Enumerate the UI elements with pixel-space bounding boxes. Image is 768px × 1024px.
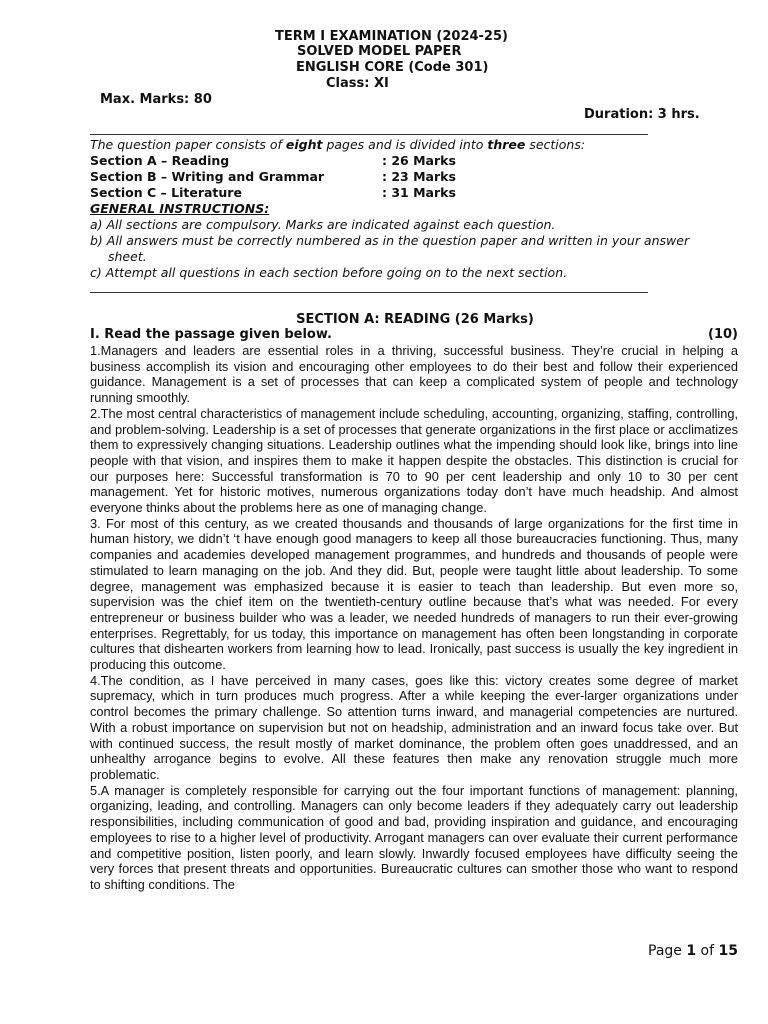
question-one-marks: (10) xyxy=(708,327,738,342)
instruction-c: c) Attempt all questions in each section before going on to the next section. xyxy=(90,265,568,280)
reading-passage xyxy=(90,343,738,893)
passage-paragraph-4: 4.The condition, as I have perceived in many cases, goes like this: victory creates some degree of market supremacy, which in turn produces much progress. After a while keeping the ever-larger organizations under control becomes the primary challenge. So attention turns inward, and managerial competencies are nurtured. With a robust importance on supervision but not on headship, administration and an inward focus take over. But with continued success, the result mostly of market dominance, the problem often goes unaddressed, and an unhealthy arrogance begins to evolve. All these features then make any renovation struggle much more problematic. xyxy=(90,672,738,782)
passage-paragraph-5: 5.A manager is completely responsible for carrying out the four important functions of management: planning, organizing, leading, and controlling. Managers can only become leaders if they adequately carry out leadership responsibilities, including communication of good and bad, providing inspiration and guidance, and encouraging employees to rise to a higher level of productivity. Arrogant managers can over evaluate their current performance and competitive position, listen poorly, and learn slowly. Inwardly focused employees have difficulty seeing the very forces that present threats and opportunities. Bureaucratic cultures can smother those who want to respond to shifting conditions. The xyxy=(90,782,738,892)
section-row-a: Section A – Reading : 26 Marks xyxy=(90,153,456,168)
instruction-a: a) All sections are compulsory. Marks are indicated against each question. xyxy=(90,217,556,232)
class-label: Class: XI xyxy=(326,76,389,91)
page-number: 1 xyxy=(686,943,697,959)
instruction-b-continued: sheet. xyxy=(108,249,147,264)
passage-paragraph-1: 1.Managers and leaders are essential roles in a thriving, successful business. They’re crucial in helping a business accomplish its vision and encouraging other employees to do their best and follow their experienced guidance. Management is a set of processes that can keep a complicated system of people and technology running smoothly. xyxy=(90,343,738,406)
page-footer: Page 1 of 15 xyxy=(648,943,738,959)
max-marks: Max. Marks: 80 xyxy=(100,92,212,107)
question-one-prompt: I. Read the passage given below. xyxy=(90,327,332,342)
passage-paragraph-2: 2.The most central characteristics of management include scheduling, accounting, organizing, staffing, controlling, and problem-solving. Leadership is a set of processes that generate organizations in the first place or acclimatizes them to expressively changing situations. Leadership outlines what the impending should look like, brings into line people with that vision, and inspires them to make it happen despite the obstacles. This distinction is crucial for our purposes here: Successful transformation is 70 to 90 per cent leadership and only 10 to 30 per cent management. Yet for historic motives, numerous organizations today don’t have much headship. And almost everyone thinks about the problems here as one of managing change. xyxy=(90,405,738,516)
duration: Duration: 3 hrs. xyxy=(584,107,700,122)
exam-title: TERM I EXAMINATION (2024-25) xyxy=(275,29,508,44)
paper-structure-note: The question paper consists of eight pages and is divided into three sections: xyxy=(90,137,586,152)
question-one-line xyxy=(90,327,738,342)
instruction-b: b) All answers must be correctly numbered as in the question paper and written in your answer xyxy=(90,233,690,248)
section-row-c: Section C – Literature : 31 Marks xyxy=(90,185,456,200)
section-a-heading: SECTION A: READING (26 Marks) xyxy=(296,312,534,327)
section-row-b: Section B – Writing and Grammar : 23 Marks xyxy=(90,169,456,184)
passage-paragraph-3: 3. For most of this century, as we created thousands and thousands of large organizations for the first time in human history, we didn’t ‘t have enough good managers to keep all those bureaucracies functioning. Thus, many companies and academies developed management programmes, and hundreds and thousands of people were stimulated to learn managing on the job. And they did. But, people were taught little about leadership. To some degree, management was emphasized because it is easier to teach than leadership. But even more so, supervision was the chief item on the twentieth-century outline because that’s what was needed. For every entrepreneur or business builder who was a leader, we needed hundreds of managers to run their ever-growing enterprises. Regrettably, for us today, this importance on management has often been longstanding in corporate cultures that dishearten workers from learning how to lead. Ironically, past success is usually the key ingredient in producing this outcome. xyxy=(90,515,738,673)
general-instructions-heading: GENERAL INSTRUCTIONS: xyxy=(90,201,270,216)
subject-title: ENGLISH CORE (Code 301) xyxy=(296,60,489,75)
divider-top xyxy=(90,134,648,135)
divider-bottom xyxy=(90,292,648,293)
paper-subtitle: SOLVED MODEL PAPER xyxy=(297,44,462,59)
page-total: 15 xyxy=(718,943,738,959)
intro-block xyxy=(90,137,740,281)
